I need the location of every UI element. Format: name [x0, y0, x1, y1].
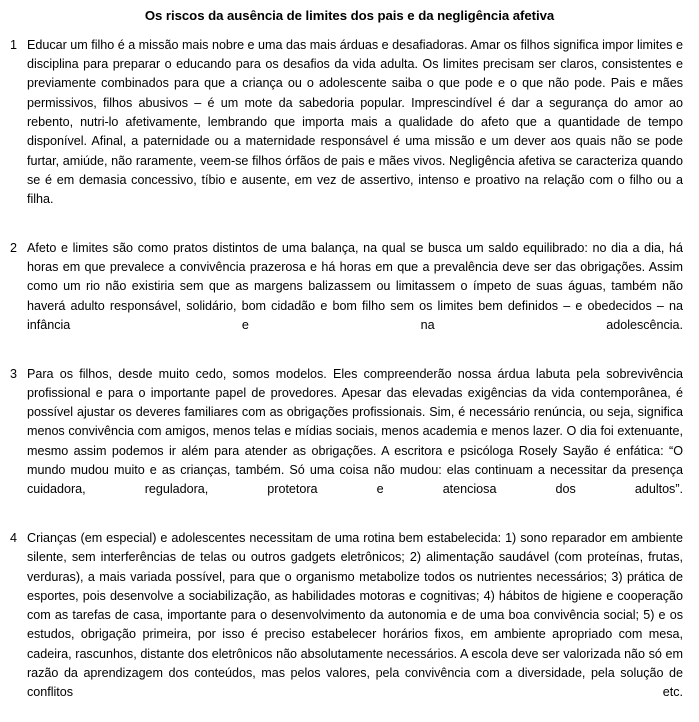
- paragraph-number: 3: [10, 366, 18, 381]
- numbered-paragraph: [5, 365, 683, 519]
- numbered-paragraph: [5, 239, 683, 355]
- article-body: [0, 36, 699, 722]
- paragraph-text: Para os filhos, desde muito cedo, somos modelos. Eles compreenderão nossa árdua labuta pela sobrevivência profissional e para o importante papel de provedores. Apesar das elevadas exigências da vida contemporânea, é possível ajustar os deveres familiares com as obrigações profissionais. Sim, é necessário renúncia, ou seja, significa menos convivência com amigos, menos telas e mídias sociais, menos academia e menos lazer. O dia foi extenuante, mesmo assim podemos ir além para atender as obrigações. A escritora e psicóloga Rosely Sayão é enfática: “O mundo mudou muito e as crianças, também. Só uma coisa não mudou: elas continuam a necessitar da presença cuidadora, reguladora, protetora e atenciosa dos adultos”.: [27, 366, 683, 497]
- paragraph-text: Crianças (em especial) e adolescentes necessitam de uma rotina bem estabelecida: 1) sono reparador em ambiente silente, sem interferências de telas ou outros gadgets eletrônicos; 2) alimentação saudável (com proteínas, frutas, verduras), a mais variada possível, para que o organismo metabolize todos os nutrientes necessários; 3) prática de esportes, pois desenvolve a sociabilização, as habilidades motoras e cognitivas; 4) hábitos de higiene e cooperação com as tarefas de casa, importante para o desenvolvimento da autonomia e de uma boa convivência social; 5) e os estudos, obrigação primeira, por isso é preciso estabelecer horários fixos, em ambiente apropriado com mesa, cadeira, rascunhos, distante dos eletrônicos não absolutamente necessários. A escola deve ser valorizada não só em razão da aprendizagem dos conteúdos, mas pelos valores, pela convivência com a diversidade, pela solução de conflitos etc.: [27, 530, 683, 700]
- paragraph-text: Afeto e limites são como pratos distintos de uma balança, na qual se busca um saldo equilibrado: no dia a dia, há horas em que prevalece a convivência prazerosa e há horas em que a prevalência deve ser das obrigações. Assim como um rio não existiria sem que as margens balizassem ou limitassem o ímpeto de suas águas, também não haverá adulto responsável, solidário, bom cidadão e bom filho sem os limites bem definidos – e obedecidos – na infância e na adolescência.: [27, 240, 683, 332]
- paragraph-number: 2: [10, 240, 18, 255]
- paragraph-text: Educar um filho é a missão mais nobre e uma das mais árduas e desafiadoras. Amar os filhos significa impor limites e disciplina para preparar o educando para os desafios da vida adulta. Os limites precisam ser claros, consistentes e previamente combinados para que a criança ou o adolescente saiba o que pode e o que não pode. Pais e mães permissivos, filhos abusivos – é um mote da sabedoria popular. Imprescindível é dar a segurança do amor ao rebento, nutri-lo afetivamente, lembrando que importa mais a qualidade do afeto que a quantidade de tempo disponível. Afinal, a paternidade ou a maternidade responsável é uma missão e um dever aos quais não se pode furtar, amiúde, não raramente, veem-se filhos órfãos de pais e mães vivos. Negligência afetiva se caracteriza quando se é em demasia concessivo, tíbio e ausente, em vez de assertivo, intenso e proativo na relação com o filho ou a filha.: [27, 37, 683, 207]
- numbered-paragraph: [5, 36, 683, 229]
- page-title: Os riscos da ausência de limites dos pais e da negligência afetiva: [144, 8, 555, 23]
- numbered-paragraph: [5, 529, 683, 722]
- paragraph-number: 4: [10, 530, 18, 545]
- paragraph-number: 1: [10, 37, 18, 52]
